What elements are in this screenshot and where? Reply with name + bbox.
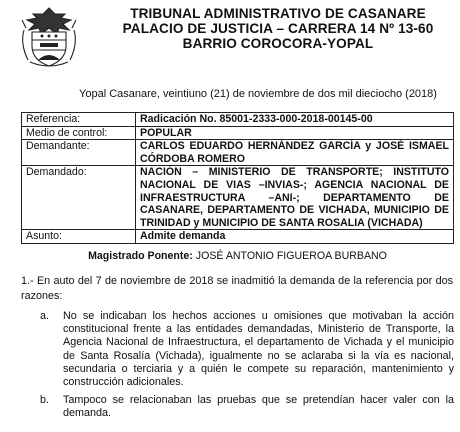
case-row-control (22, 126, 454, 140)
row-label: Demandado: (22, 166, 136, 230)
case-row-defendant (22, 166, 454, 230)
row-label: Asunto: (22, 230, 136, 244)
coat-of-arms-icon (18, 4, 80, 70)
court-neighborhood: BARRIO COROCORA-YOPAL (182, 36, 374, 51)
intro-paragraph: 1.- En auto del 7 de noviembre de 2018 se inadmitió la demanda de la referencia por dos razones: (21, 275, 453, 302)
case-row-reference (22, 113, 454, 127)
list-item (40, 394, 454, 420)
list-marker: b. (40, 394, 50, 406)
row-value: CARLOS EDUARDO HERNÁNDEZ GARCÍA y JOSÉ ISMAEL CÓRDOBA ROMERO (136, 140, 454, 166)
row-value: NACIÓN – MINISTERIO DE TRANSPORTE; INSTITUTO NACIONAL DE VIAS –INVIAS-; AGENCIA NACIONAL DE INFRAESTRUCTURA –ANI-; DEPARTAMENTO DE CASANARE, DEPARTAMENTO DE VICHADA, MUNICIPIO DE TRINIDAD y MUNICIPIO DE SANTA ROSALIA (VICHADA) (136, 166, 454, 230)
magistrate-label: Magistrado Ponente: (88, 250, 193, 262)
row-label: Referencia: (22, 113, 136, 127)
list-text: No se indicaban los hechos acciones u omisiones que motivaban la acción constitucional frente a las entidades demandadas, Ministerio de Transporte, la Agencia Nacional de Infraestructura, el departamento de Vichada y el municipio de Santa Rosalía (Vichada), igualmente no se aclaraba si la vía es nacional, secundaria o terciaria y a quién le compete su reparación, mantenimiento y construcción adicionales. (63, 310, 454, 389)
date-line: Yopal Casanare, veintiuno (21) de noviembre de dos mil dieciocho (2018) (79, 88, 437, 100)
court-name: TRIBUNAL ADMINISTRATIVO DE CASANARE (130, 6, 426, 21)
case-row-subject (22, 230, 454, 244)
case-info-table (21, 112, 454, 244)
case-row-plaintiff (22, 140, 454, 166)
list-marker: a. (40, 310, 50, 322)
row-value: Admite demanda (136, 230, 454, 244)
magistrate-name: JOSÉ ANTONIO FIGUEROA BURBANO (195, 250, 387, 262)
court-header (98, 6, 458, 51)
list-item (40, 310, 454, 389)
list-text: Tampoco se relacionaban las pruebas que se pretendían hacer valer con la demanda. (63, 394, 454, 420)
row-label: Demandante: (22, 140, 136, 166)
row-value: Radicación No. 85001-2333-000-2018-00145-00 (136, 113, 454, 127)
row-value: POPULAR (136, 126, 454, 140)
court-address: PALACIO DE JUSTICIA – CARRERA 14 Nº 13-60 (122, 21, 434, 36)
magistrate-line (21, 250, 454, 262)
row-label: Medio de control: (22, 126, 136, 140)
